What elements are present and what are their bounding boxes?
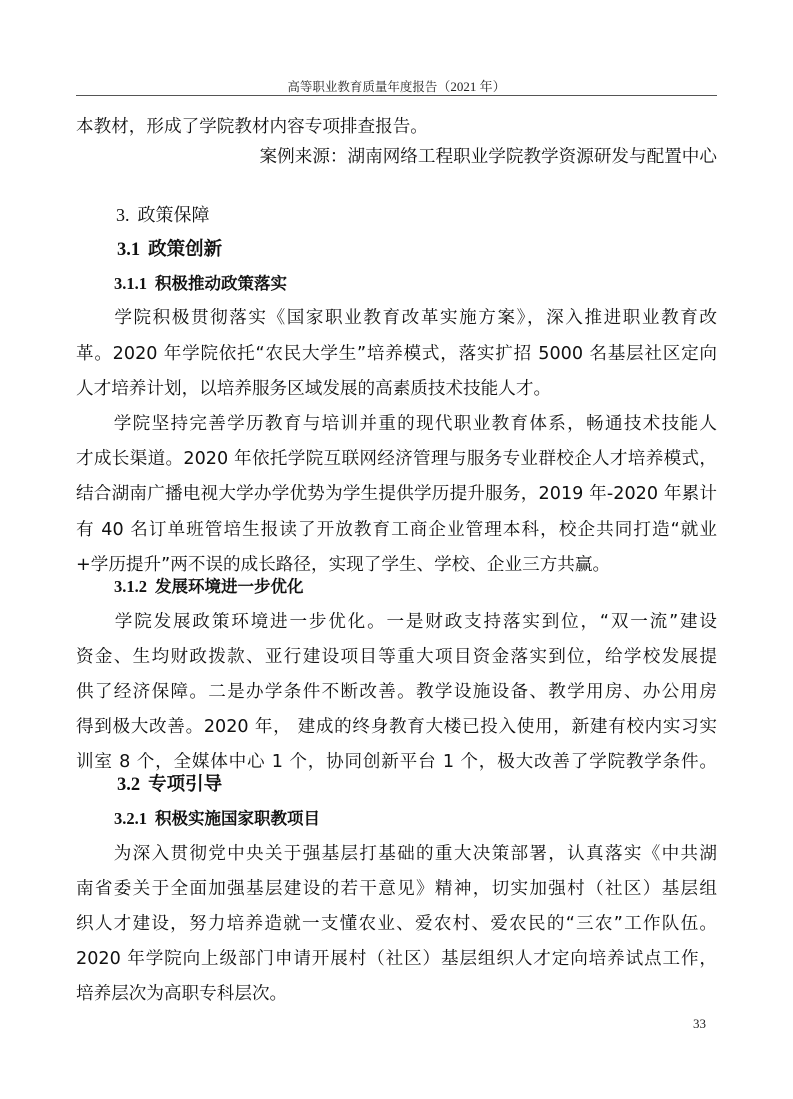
text-line: 为深入贯彻党中央关于强基层打基础的重大决策部署，认真落实《中共湖 — [76, 844, 717, 864]
section-number: 3.1.1 — [114, 274, 147, 293]
page-number: 33 — [693, 1016, 706, 1031]
section-number: 3. — [116, 205, 130, 225]
text-line: 培养层次为高职专科层次。 — [76, 984, 288, 1004]
text-line: 供了经济保障。二是办学条件不断改善。教学设施设备、教学用房、办公用房 — [76, 682, 717, 702]
section-heading-3-2-1 — [114, 808, 320, 830]
text-line: +学历提升”两不误的成长路径，实现了学生、学校、企业三方共赢。 — [76, 555, 611, 575]
section-number: 3.1 — [117, 240, 141, 260]
text-line: 学院坚持完善学历教育与培训并重的现代职业教育体系，畅通技术技能人 — [76, 414, 717, 434]
section-number: 3.2.1 — [114, 809, 147, 828]
text-line: 2020 年学院向上级部门申请开展村（社区）基层组织人才定向培养试点工作， — [76, 949, 717, 969]
text-line: 南省委关于全面加强基层建设的若干意见》精神，切实加强村（社区）基层组 — [76, 879, 717, 899]
section-title: 政策保障 — [137, 205, 210, 226]
text-line: 学院发展政策环境进一步优化。一是财政支持落实到位，“双一流”建设 — [76, 612, 717, 632]
section-title: 专项引导 — [148, 774, 223, 795]
section-heading-3 — [116, 204, 210, 227]
text-line: 结合湖南广播电视大学办学优势为学生提供学历提升服务，2019 年-2020 年累计 — [76, 484, 717, 504]
text-line: 训室 8 个，全媒体中心 1 个，协同创新平台 1 个，极大改善了学院教学条件。 — [76, 752, 717, 772]
text-line: 学院积极贯彻落实《国家职业教育改革实施方案》，深入推进职业教育改 — [76, 308, 717, 328]
text-line: 得到极大改善。2020 年， 建成的终身教育大楼已投入使用，新建有校内实习实 — [76, 717, 717, 737]
text-line: 人才培养计划，以培养服务区域发展的高素质技术技能人才。 — [76, 379, 552, 399]
header-rule — [76, 95, 717, 96]
section-heading-3-1-2 — [114, 576, 304, 598]
text-line: 革。2020 年学院依托“农民大学生”培养模式，落实扩招 5000 名基层社区定向 — [76, 344, 717, 364]
paragraph-continuation: 本教材，形成了学院教材内容专项排查报告。 — [76, 117, 428, 137]
text-line: 织人才建设，努力培养造就一支懂农业、爱农村、爱农民的“三农”工作队伍。 — [76, 914, 717, 934]
text-line: 才成长渠道。2020 年依托学院互联网经济管理与服务专业群校企人才培养模式， — [76, 449, 717, 469]
text-line: 有 40 名订单班管培生报读了开放教育工商企业管理本科，校企共同打造“就业 — [76, 520, 717, 540]
section-heading-3-1 — [117, 239, 222, 261]
section-title: 政策创新 — [148, 239, 223, 260]
section-heading-3-2 — [117, 774, 222, 796]
text-line: 资金、生均财政拨款、亚行建设项目等重大项目资金落实到位，给学校发展提 — [76, 647, 717, 667]
section-number: 3.1.2 — [114, 577, 147, 596]
case-source: 案例来源：湖南网络工程职业学院教学资源研发与配置中心 — [259, 147, 717, 167]
running-header — [0, 76, 793, 95]
section-title: 积极推动政策落实 — [155, 274, 287, 293]
running-header-year: （2021 年） — [437, 79, 506, 94]
section-number: 3.2 — [117, 775, 141, 795]
section-heading-3-1-1 — [114, 273, 287, 295]
section-title: 发展环境进一步优化 — [155, 577, 304, 596]
section-title: 积极实施国家职教项目 — [155, 809, 320, 828]
running-header-title: 高等职业教育质量年度报告 — [287, 79, 438, 94]
